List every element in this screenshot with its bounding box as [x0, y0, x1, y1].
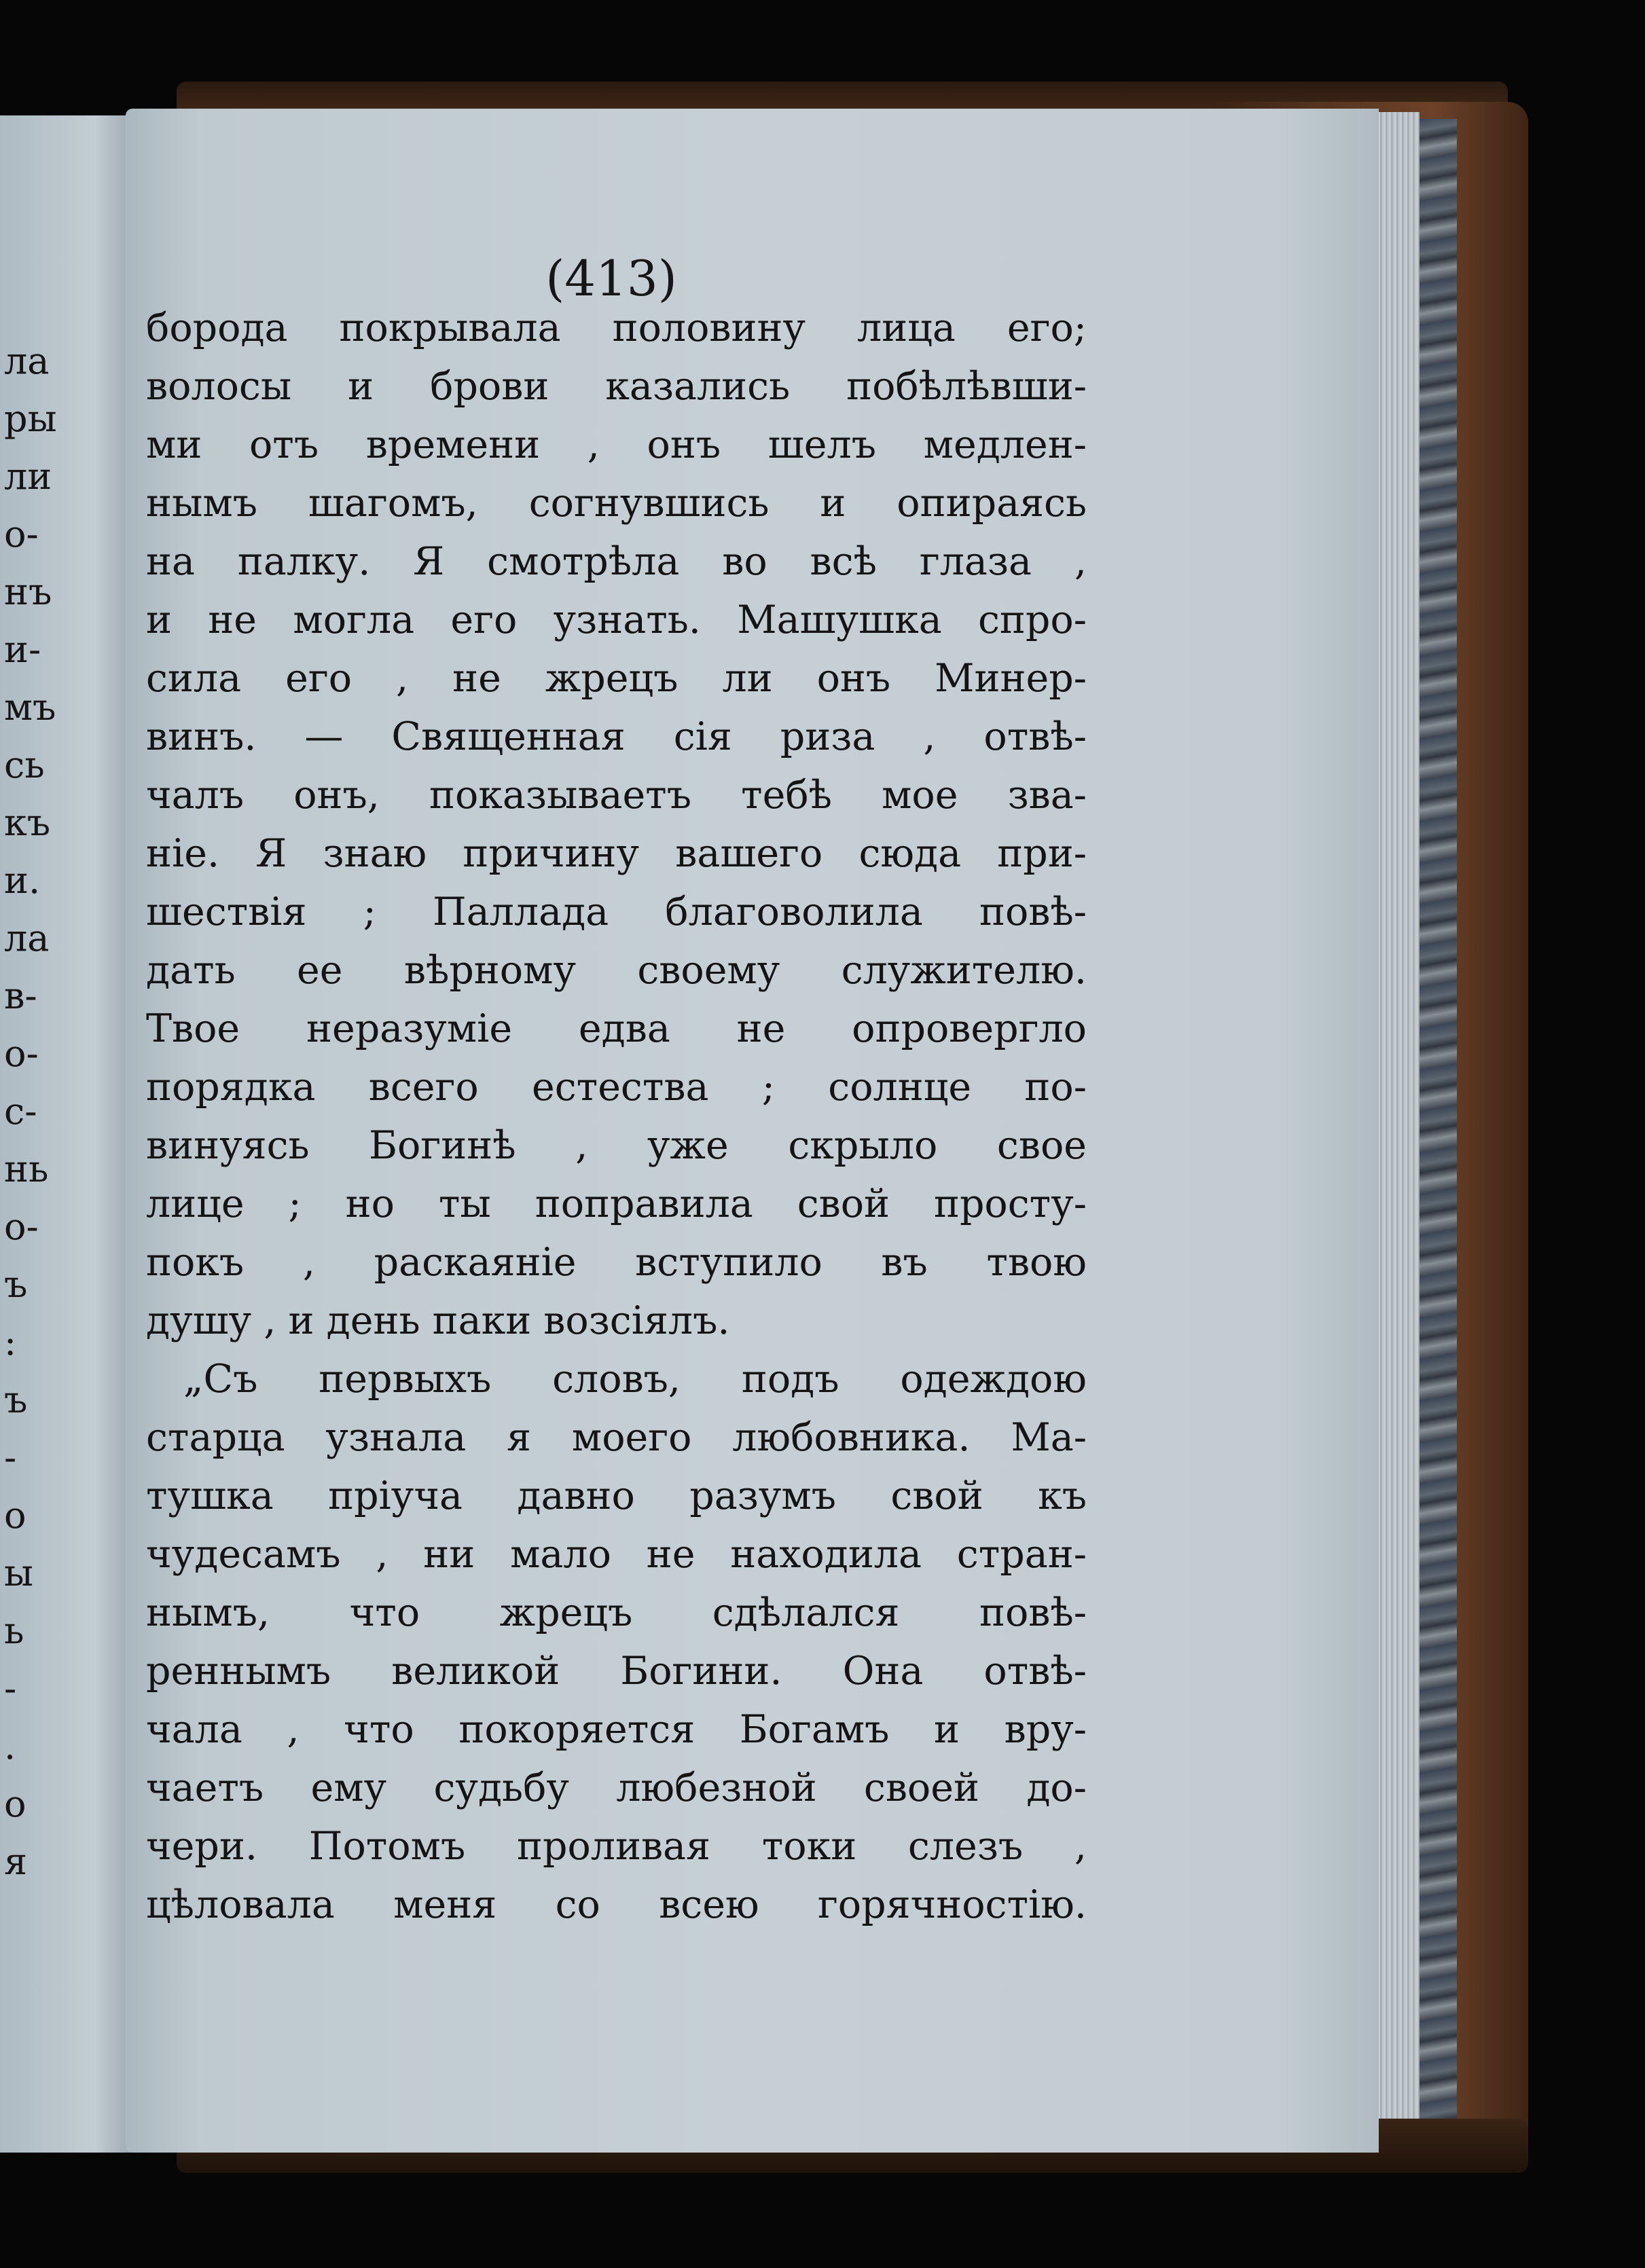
- text-line: душу , и день паки возсіялъ.: [146, 1298, 730, 1343]
- text-line: ми отъ времени , онъ шелъ медлен-: [146, 422, 1087, 467]
- left-page-fragment: и.: [4, 859, 41, 902]
- left-page-fragment: в-: [4, 974, 37, 1017]
- left-page-fragment: ла: [4, 340, 50, 382]
- left-page-fragment: нъ: [4, 570, 52, 613]
- text-line: и не могла его узнать. Машушка спро-: [146, 598, 1087, 642]
- text-line: нымъ шагомъ, согнувшись и опираясь: [146, 481, 1087, 526]
- text-line: на палку. Я смотрѣла во всѣ глаза ,: [146, 539, 1087, 584]
- left-page-fragment: нь: [4, 1148, 49, 1190]
- text-line: покъ , раскаяніе вступило въ твою: [146, 1240, 1087, 1285]
- left-page-fragment: о: [4, 1782, 26, 1825]
- left-page-fragment: .: [4, 1725, 16, 1768]
- text-line: шествія ; Паллада благоволила повѣ-: [146, 890, 1087, 934]
- text-line: чудесамъ , ни мало не находила стран-: [146, 1532, 1087, 1577]
- text-line: „Съ первыхъ словъ, подъ одеждою: [183, 1357, 1087, 1402]
- left-page-fragment: ы: [4, 1552, 33, 1594]
- left-page-fragment: о: [4, 1494, 26, 1537]
- left-page-fragment: сь: [4, 744, 45, 786]
- text-line: старца узнала я моего любовника. Ма-: [146, 1415, 1087, 1460]
- left-page-fragment: -: [4, 1667, 17, 1710]
- left-page-fragment: с-: [4, 1090, 37, 1133]
- text-line: волосы и брови казались побѣлѣвши-: [146, 364, 1087, 409]
- left-page-fragment: ъ: [4, 1263, 28, 1306]
- page-text: [146, 299, 1087, 1934]
- page-number: (413): [545, 250, 677, 307]
- left-page-fragment: о-: [4, 1205, 39, 1248]
- text-line: винуясь Богинѣ , уже скрыло свое: [146, 1123, 1087, 1168]
- marbled-edge: [1416, 119, 1457, 2149]
- left-page-fragment: ь: [4, 1609, 24, 1652]
- text-line: нымъ, что жрецъ сдѣлался повѣ-: [146, 1590, 1087, 1635]
- left-page-fragment: о-: [4, 1032, 39, 1075]
- left-page-fragment: о-: [4, 513, 39, 555]
- left-page-fragment: ла: [4, 917, 50, 959]
- left-page-fragment: и-: [4, 628, 41, 671]
- left-page-fragment: -: [4, 1436, 17, 1479]
- text-line: порядка всего естества ; солнце по-: [146, 1065, 1087, 1110]
- left-page-fragment: я: [4, 1840, 28, 1883]
- left-page-fragment: ъ: [4, 1378, 28, 1421]
- text-line: дать ее вѣрному своему служителю.: [146, 948, 1087, 993]
- text-line: чери. Потомъ проливая токи слезъ ,: [146, 1824, 1087, 1869]
- left-facing-page: [0, 115, 136, 2153]
- text-line: Твое неразуміе едва не опровергло: [146, 1006, 1087, 1051]
- text-line: лице ; но ты поправила свой просту-: [146, 1182, 1087, 1226]
- text-line: тушка пріуча давно разумъ свой къ: [146, 1474, 1087, 1518]
- text-line: цѣловала меня со всею горячностію.: [146, 1882, 1087, 1927]
- text-line: борода покрывала половину лица его;: [146, 306, 1087, 350]
- left-page-fragment: къ: [4, 801, 51, 844]
- text-line: ніе. Я знаю причину вашего сюда при-: [146, 831, 1087, 876]
- left-page-fragment: :: [4, 1321, 17, 1364]
- text-line: винъ. — Священная сія риза , отвѣ-: [146, 714, 1087, 759]
- text-line: сила его , не жрецъ ли онъ Минер-: [146, 656, 1087, 701]
- left-page-fragment: мъ: [4, 686, 56, 729]
- page-edges: [1372, 112, 1420, 2149]
- left-page-fragment: ры: [4, 397, 57, 440]
- text-line: чаетъ ему судьбу любезной своей до-: [146, 1766, 1087, 1810]
- text-line: чалъ онъ, показываетъ тебѣ мое зва-: [146, 773, 1087, 818]
- text-line: чала , что покоряется Богамъ и вру-: [146, 1707, 1087, 1752]
- left-page-fragment: ли: [4, 455, 52, 498]
- text-line: реннымъ великой Богини. Она отвѣ-: [146, 1649, 1087, 1694]
